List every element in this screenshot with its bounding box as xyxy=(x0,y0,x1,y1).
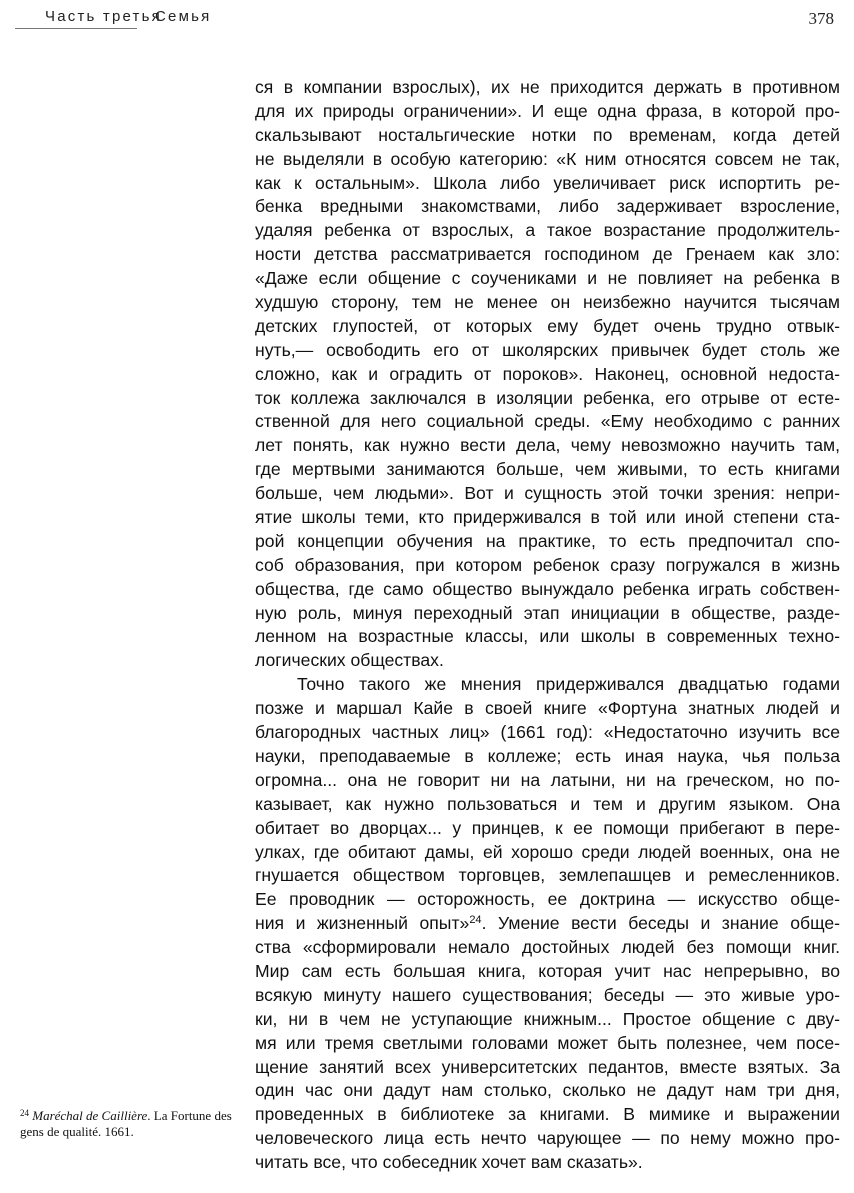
text-line: Ее проводник — осторожность, ее доктрина — искусство обще- xyxy=(255,889,840,910)
text-line: сложно, как и оградить от пороков». Наконец, основной недоста- xyxy=(255,363,840,384)
text-line: бенка вредными знакомствами, либо задерживает взросление, xyxy=(255,196,840,217)
text-line: Точно такого же мнения придерживался двадцатью годами xyxy=(297,674,840,695)
footnote-author: Maréchal de Caillière xyxy=(32,1108,148,1123)
line-text: ния и жизненный опыт» xyxy=(255,913,470,934)
running-header-part: Часть третья xyxy=(45,8,162,25)
text-line: читать все, что собеседник хочет вам сказать». xyxy=(255,1152,643,1173)
text-line: общества, где само общество вынуждало ребенка играть собствен- xyxy=(255,578,840,599)
text-line: удаляя ребенка от взрослых, а такое возрастание продолжитель- xyxy=(255,220,840,241)
text-line: ства «сформировали немало достойных людей без помощи книг. xyxy=(255,937,840,958)
text-line: ятие школы теми, кто придерживался в той или иной степени ста- xyxy=(255,507,840,528)
text-line: логических обществах. xyxy=(255,650,444,671)
paragraph xyxy=(255,673,840,1175)
text-line: рой концепции обучения на практике, то есть предпочитал спо- xyxy=(255,530,840,551)
text-line: не выделяли в особую категорию: «К ним относятся совсем не так, xyxy=(255,148,840,169)
text-line: один час они дадут нам столько, сколько не дадут нам три дня, xyxy=(255,1080,840,1101)
text-line: где мертвыми занимаются больше, чем живыми, то есть книгами xyxy=(255,459,840,480)
text-line: «Даже если общение с соучениками и не повлияет на ребенка в xyxy=(255,268,840,289)
line-text: . Умение вести беседы и знание обще- xyxy=(481,913,840,934)
text-line: больше, чем людьми». Вот и сущность этой точки зрения: непри- xyxy=(255,483,840,504)
text-line: позже и маршал Кайе в своей книге «Фортуна знатных людей и xyxy=(255,698,840,719)
text-line: ленном на возрастные классы, или школы в современных техно- xyxy=(255,626,840,647)
text-line: проведенных в библиотеке за книгами. В мимике и выражении xyxy=(255,1104,840,1125)
text-line: для их природы ограничении». И еще одна фраза, в которой про- xyxy=(255,100,840,121)
text-line: ственной для него социальной среды. «Ему необходимо с ранних xyxy=(255,411,840,432)
text-line: нуть,— освободить его от школярских привычек будет столь же xyxy=(255,339,840,360)
text-line: обитает во дворцах... у принцев, к ее помощи прибегают в пере- xyxy=(255,817,840,838)
text-line: ную роль, минуя переходный этап инициации в обществе, разде- xyxy=(255,602,840,623)
text-line: лет понять, как нужно вести дела, чему невозможно научить там, xyxy=(255,435,840,456)
text-line: ности детства рассматривается господином де Гренаем как зло: xyxy=(255,244,840,265)
footnote-text: . La Fortune des gens de qualité. 1661. xyxy=(20,1108,232,1139)
text-line: казывает, как нужно пользоваться и тем и другим языком. Она xyxy=(255,793,840,814)
text-line: худшую сторону, тем не менее он неизбежно научится тысячам xyxy=(255,292,840,313)
text-line: науки, преподаваемые в коллеже; есть иная наука, чья польза xyxy=(255,745,840,766)
page-number: 378 xyxy=(808,9,834,28)
header-rule xyxy=(15,28,137,29)
running-header-chapter: Семья xyxy=(155,8,212,25)
text-line: детских глупостей, от которых ему будет очень трудно отвык- xyxy=(255,315,840,336)
text-line: как к остальным». Школа либо увеличивает риск испортить ре- xyxy=(255,172,840,193)
text-line: мя или тремя светлыми головами может быть полезнее, чем посе- xyxy=(255,1032,840,1053)
paragraph xyxy=(255,76,840,673)
text-line: всякую минуту нашего существования; беседы — это живые уро- xyxy=(255,984,840,1005)
text-line: соб образования, при котором ребенок сразу погружался в жизнь xyxy=(255,554,840,575)
text-line: огромна... она не говорит ни на латыни, ни на греческом, но по- xyxy=(255,769,840,790)
text-line: ся в компании взрослых), их не приходится держать в противном xyxy=(255,77,840,97)
body-text xyxy=(255,76,840,1175)
footnote-ref: 24 xyxy=(469,914,482,927)
text-line: улках, где обитают дамы, ей хорошо среди людей военных, она не xyxy=(255,841,840,862)
text-line: Мир сам есть большая книга, которая учит нас непрерывно, во xyxy=(255,960,840,981)
text-line: человеческого лица есть нечто чарующее — по нему можно про- xyxy=(255,1128,840,1149)
text-line: гнушается обществом торговцев, землепашцев и ремесленников. xyxy=(255,865,840,886)
text-line: скальзывают ностальгические нотки по временам, когда детей xyxy=(255,124,840,145)
text-line: ки, ни в чем не уступающие книжным... Простое общение с дву- xyxy=(255,1008,840,1029)
footnote xyxy=(20,1108,235,1140)
text-line xyxy=(255,912,840,936)
footnote-number: 24 xyxy=(20,1108,29,1118)
text-line: благородных частных лиц» (1661 год): «Недостаточно изучить все xyxy=(255,722,840,743)
text-line: щение занятий всех университетских педантов, вместе взятых. За xyxy=(255,1056,840,1077)
text-line: ток коллежа заключался в изоляции ребенка, его отрыве от есте- xyxy=(255,387,840,408)
